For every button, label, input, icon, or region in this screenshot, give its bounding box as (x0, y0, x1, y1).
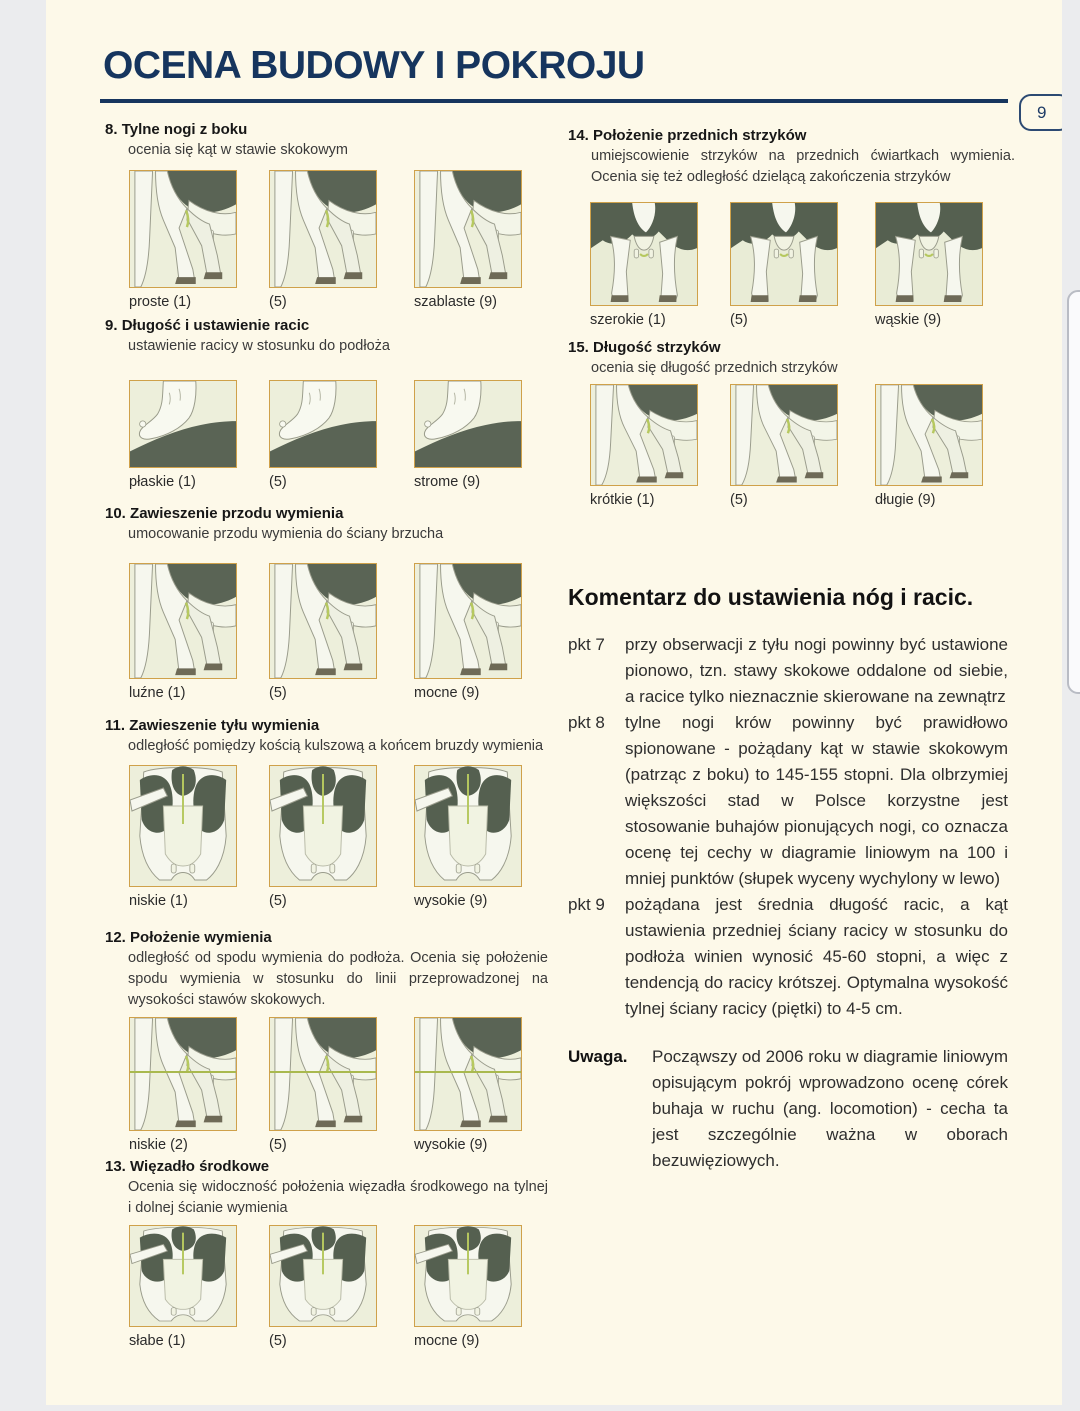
figure-score-5 (269, 1017, 377, 1154)
section-10-zawieszenie-przodu (105, 504, 567, 701)
section-title: Zawieszenie tyłu wymienia (129, 717, 320, 734)
commentary-point-9 (568, 892, 1008, 1022)
section-subtitle: ocenia się długość przednich strzyków (591, 360, 838, 376)
figure-label: luźne (1) (129, 685, 186, 701)
figure-score-9 (414, 170, 522, 311)
figure-label: wysokie (9) (414, 1137, 488, 1153)
section-11-zawieszenie-tylu (105, 716, 567, 909)
figure-score-1 (590, 384, 698, 509)
figure-label: mocne (9) (414, 1333, 480, 1349)
section-heading (105, 928, 567, 948)
figure-label: długie (9) (875, 492, 936, 508)
section-title: Długość i ustawienie racic (121, 317, 310, 334)
section-title: Położenie przednich strzyków (593, 127, 807, 144)
figure-label: (5) (269, 294, 287, 310)
section-heading (105, 120, 567, 140)
figure-label: mocne (9) (414, 685, 480, 701)
figure-label: (5) (730, 492, 748, 508)
cow-udder-height-illustration (269, 1017, 377, 1131)
section-heading (568, 338, 1010, 358)
section-subtitle: odległość od spodu wymienia do podłoża. Ocenia się położenie spodu wymienia w stosunku do linii przeprowadzonej na wysokości stawów skokowych. (128, 950, 548, 1008)
cow-udder-height-illustration (129, 1017, 237, 1131)
figure-label: słabe (1) (129, 1333, 186, 1349)
cow-teat-length-illustration (730, 384, 838, 486)
figure-label: wąskie (9) (875, 312, 942, 328)
figure-label: (5) (269, 893, 287, 909)
note-label: Uwaga. (568, 1047, 628, 1066)
figure-label: proste (1) (129, 294, 192, 310)
section-subtitle: umocowanie przodu wymienia do ściany brzucha (128, 526, 444, 542)
figure-label: (5) (730, 312, 748, 328)
section-15-dlugosc-strzykow (568, 338, 1010, 508)
scrollbar-thumb[interactable] (1067, 290, 1080, 694)
figure-score-5 (269, 563, 377, 702)
figure-label: wysokie (9) (414, 893, 488, 909)
section-heading (105, 716, 567, 736)
section-title: Więzadło środkowe (130, 1158, 270, 1175)
cow-udder-rear-illustration (269, 765, 377, 887)
note-block (568, 1044, 1008, 1174)
note-text: Począwszy od 2006 roku w diagramie liniowym opisującym pokrój wprowadzono ocenę córek buhaja w ruchu (ang. locomotion) - cecha ta jest szczególnie ważna w oborach bezuwięziowych. (652, 1047, 1008, 1170)
section-heading (568, 126, 1010, 146)
point-text: pożądana jest średnia długość racic, a kąt ustawienia przedniej ściany racicy w stosunku do podłoża winien wynosić 45-60 stopni, a więc z tendencją do racicy krótszej. Optymalna wysokość tylnej ściany racicy (piętki) to 4-5 cm. (625, 895, 1008, 1018)
hock-height-line (270, 1071, 376, 1073)
section-number: 8. (105, 121, 118, 138)
figure-score-1 (129, 170, 237, 311)
section-heading (105, 1157, 567, 1177)
cow-teat-length-illustration (590, 384, 698, 486)
section-subtitle: Ocenia się widoczność położenia więzadła środkowego na tylnej i dolnej ścianie wymienia (128, 1179, 548, 1216)
cow-udder-rear-illustration (414, 765, 522, 887)
commentary-heading: Komentarz do ustawienia nóg i racic. (568, 584, 974, 610)
section-title: Zawieszenie przodu wymienia (130, 505, 344, 522)
figure-score-1 (129, 380, 237, 491)
section-14-przednie-strzyki (568, 126, 1015, 328)
section-subtitle: odległość pomiędzy kością kulszową a końcem bruzdy wymienia (128, 738, 544, 754)
cow-hoof-illustration (269, 380, 377, 468)
cow-udder-side-illustration (269, 563, 377, 679)
figure-label: niskie (2) (129, 1137, 188, 1153)
cow-front-teats-illustration (875, 202, 983, 306)
cow-udder-rear-illustration (129, 765, 237, 887)
figure-score-1 (129, 1017, 237, 1154)
cow-udder-side-illustration (414, 563, 522, 679)
figure-score-5 (269, 1225, 377, 1350)
figure-score-5 (730, 384, 838, 509)
figure-score-9 (875, 202, 983, 329)
figure-score-1 (129, 1225, 237, 1350)
figure-score-1 (129, 563, 237, 702)
scrollbar-track[interactable] (1062, 0, 1080, 1411)
cow-rear-legs-side-illustration (269, 170, 377, 288)
section-number: 11. (105, 717, 126, 734)
section-title: Położenie wymienia (130, 929, 272, 946)
point-text: tylne nogi krów powinny być prawidłowo spionowane - pożądany kąt w stawie skokowym (patrząc z boku) to 145-155 stopni. Dla olbrzymiej większości stad w Polsce korzystne jest stosowanie buhajów pionujących nogi, co oznacza ocenę tej cechy w diagramie liniowym na 100 i mniej punktów (słupek wyceny wychylony w lewo) (625, 713, 1008, 888)
title-rule (100, 99, 1008, 103)
section-number: 9. (105, 317, 118, 334)
section-8-tylne-nogi (105, 120, 567, 310)
point-text: przy obserwacji z tyłu nogi powinny być ustawione pionowo, tzn. stawy skokowe oddalone od siebie, a racice tylko nieznacznie skierowane na zewnątrz (625, 635, 1008, 706)
figure-score-9 (414, 380, 522, 491)
document-page (46, 0, 1062, 1405)
figure-score-5 (269, 765, 377, 910)
section-number: 15. (568, 339, 589, 356)
hock-height-line (130, 1071, 236, 1073)
section-number: 13. (105, 1158, 126, 1175)
commentary-point-7 (568, 632, 1008, 710)
section-number: 12. (105, 929, 126, 946)
page-title: OCENA BUDOWY I POKROJU (103, 44, 645, 87)
cow-udder-ligament-illustration (129, 1225, 237, 1327)
section-heading (105, 316, 567, 336)
section-13-wiezadlo (105, 1157, 567, 1349)
cow-rear-legs-side-illustration (129, 170, 237, 288)
figure-label: (5) (269, 1137, 287, 1153)
figure-score-5 (269, 380, 377, 491)
figure-score-5 (730, 202, 838, 329)
figure-score-5 (269, 170, 377, 311)
figure-label: (5) (269, 685, 287, 701)
figure-score-9 (414, 1225, 522, 1350)
section-title: Tylne nogi z boku (121, 121, 248, 138)
figure-label: krótkie (1) (590, 492, 655, 508)
figure-label: niskie (1) (129, 893, 188, 909)
figure-label: szerokie (1) (590, 312, 666, 328)
section-9-racice (105, 316, 567, 490)
figure-score-1 (590, 202, 698, 329)
section-title: Długość strzyków (593, 339, 721, 356)
figure-score-9 (875, 384, 983, 509)
hock-height-line (415, 1071, 521, 1073)
page-number: 9 (1037, 102, 1047, 122)
point-label: pkt 7 (568, 635, 605, 654)
figure-label: szablaste (9) (414, 294, 498, 310)
section-subtitle: ustawienie racicy w stosunku do podłoża (128, 338, 390, 354)
section-number: 10. (105, 505, 126, 522)
cow-udder-ligament-illustration (414, 1225, 522, 1327)
point-label: pkt 8 (568, 713, 605, 732)
figure-score-9 (414, 563, 522, 702)
point-label: pkt 9 (568, 895, 605, 914)
cow-teat-length-illustration (875, 384, 983, 486)
cow-udder-height-illustration (414, 1017, 522, 1131)
section-12-polozenie-wymienia (105, 928, 567, 1153)
figure-label: strome (9) (414, 474, 481, 490)
figure-score-9 (414, 1017, 522, 1154)
cow-hoof-illustration (414, 380, 522, 468)
figure-score-9 (414, 765, 522, 910)
commentary-point-8 (568, 710, 1008, 892)
figure-label: (5) (269, 474, 287, 490)
section-number: 14. (568, 127, 589, 144)
figure-score-1 (129, 765, 237, 910)
section-subtitle: ocenia się kąt w stawie skokowym (128, 142, 348, 158)
cow-udder-ligament-illustration (269, 1225, 377, 1327)
cow-front-teats-illustration (730, 202, 838, 306)
figure-label: płaskie (1) (129, 474, 196, 490)
cow-hoof-illustration (129, 380, 237, 468)
cow-front-teats-illustration (590, 202, 698, 306)
figure-label: (5) (269, 1333, 287, 1349)
cow-udder-side-illustration (129, 563, 237, 679)
section-subtitle: umiejscowienie strzyków na przednich ćwiartkach wymienia. Ocenia się też odległość dzielącą zakończenia strzyków (591, 148, 1015, 185)
commentary-points (568, 632, 1008, 1022)
section-heading (105, 504, 567, 524)
cow-rear-legs-side-illustration (414, 170, 522, 288)
